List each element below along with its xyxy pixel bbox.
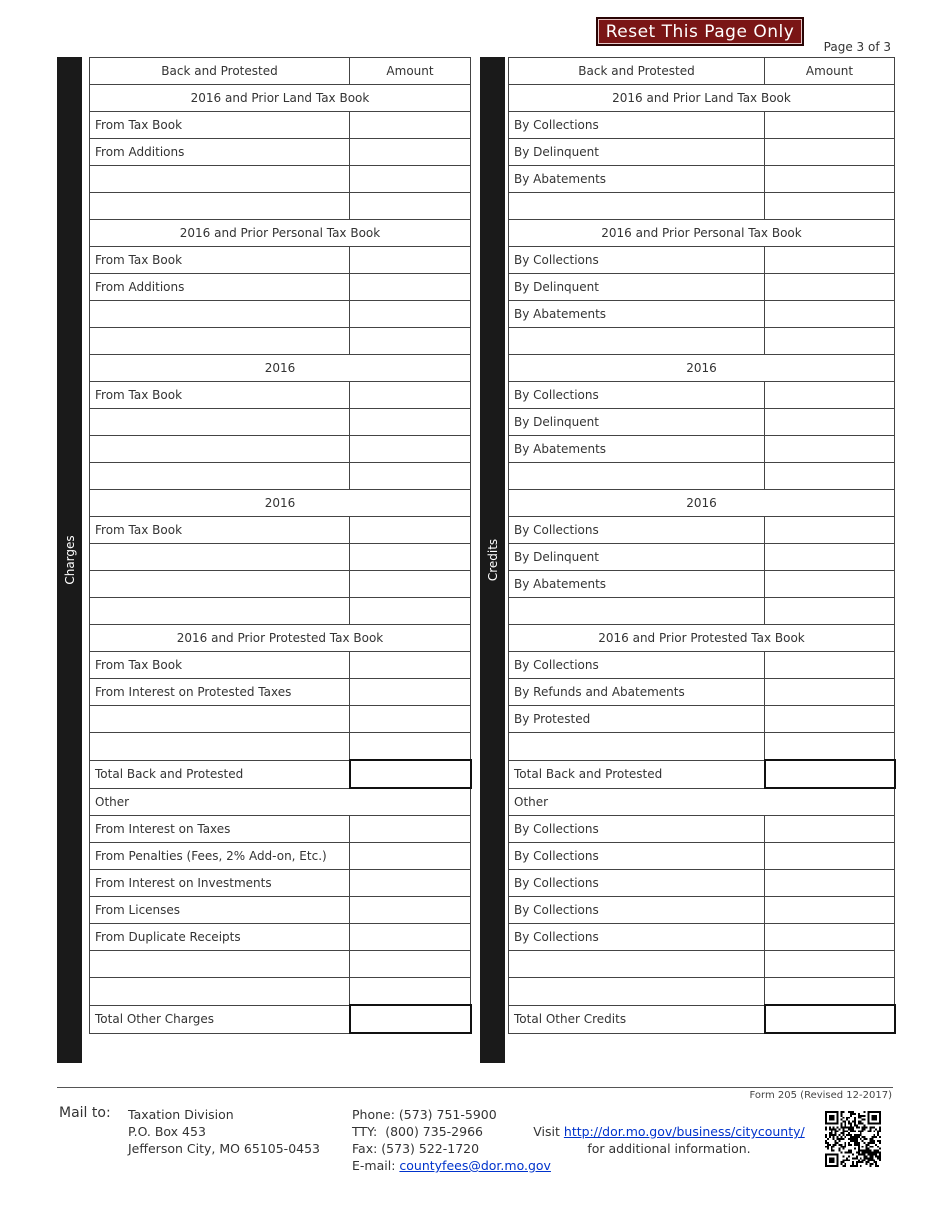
charges-row-row	[90, 679, 471, 706]
credits-row-row	[509, 463, 895, 490]
charges-row-row	[90, 166, 471, 193]
charges-total-row	[90, 1005, 471, 1033]
total-label: Total Other Charges	[90, 1005, 350, 1033]
amount-field[interactable]	[350, 706, 471, 733]
address-line: P.O. Box 453	[128, 1124, 206, 1139]
charges-row-row	[90, 897, 471, 924]
credits-row-row	[509, 679, 895, 706]
amount-field[interactable]	[350, 924, 471, 951]
total-amount-field[interactable]	[350, 1005, 471, 1033]
row-label: By Abatements	[509, 436, 765, 463]
row-label: By Collections	[509, 382, 765, 409]
credits-row-row	[509, 328, 895, 355]
amount-field[interactable]	[765, 517, 895, 544]
amount-field[interactable]	[765, 679, 895, 706]
charges-row-row	[90, 951, 471, 978]
row-label: By Collections	[509, 652, 765, 679]
total-label: Total Other Credits	[509, 1005, 765, 1033]
credits-header-amount: Amount	[765, 58, 895, 85]
fax-number: (573) 522-1720	[381, 1141, 480, 1156]
total-label: Total Back and Protested	[509, 760, 765, 788]
credits-row-row	[509, 166, 895, 193]
credits-row-row	[509, 436, 895, 463]
row-label: By Collections	[509, 897, 765, 924]
row-label: From Additions	[90, 274, 350, 301]
amount-field[interactable]	[765, 247, 895, 274]
credits-row-row	[509, 897, 895, 924]
row-label: By Delinquent	[509, 274, 765, 301]
amount-field[interactable]	[765, 193, 895, 220]
credits-row-row	[509, 517, 895, 544]
row-label	[90, 436, 350, 463]
phone-line	[352, 1106, 551, 1123]
row-label: By Collections	[509, 843, 765, 870]
row-label: By Collections	[509, 247, 765, 274]
credits-table	[508, 57, 896, 1034]
row-label: From Interest on Protested Taxes	[90, 679, 350, 706]
amount-field[interactable]	[765, 897, 895, 924]
row-label: By Delinquent	[509, 409, 765, 436]
credits-section-row	[509, 85, 895, 112]
amount-field[interactable]	[350, 301, 471, 328]
group-heading: Other	[90, 788, 471, 816]
row-label: From Interest on Taxes	[90, 816, 350, 843]
charges-row-row	[90, 409, 471, 436]
amount-field[interactable]	[350, 816, 471, 843]
row-label: From Tax Book	[90, 652, 350, 679]
amount-field[interactable]	[350, 652, 471, 679]
credits-row-row	[509, 544, 895, 571]
amount-field[interactable]	[350, 274, 471, 301]
row-label: By Collections	[509, 517, 765, 544]
credits-row-row	[509, 816, 895, 843]
charges-row-row	[90, 112, 471, 139]
form-identifier: Form 205 (Revised 12-2017)	[749, 1090, 892, 1101]
credits-row-row	[509, 139, 895, 166]
row-label: By Collections	[509, 816, 765, 843]
amount-field[interactable]	[765, 978, 895, 1006]
charges-row-row	[90, 436, 471, 463]
row-label: By Collections	[509, 112, 765, 139]
charges-row-row	[90, 328, 471, 355]
credits-total-row	[509, 760, 895, 788]
row-label	[90, 706, 350, 733]
amount-field[interactable]	[350, 382, 471, 409]
row-label	[509, 463, 765, 490]
credits-section-row	[509, 220, 895, 247]
credits-row-row	[509, 978, 895, 1006]
credits-row-row	[509, 409, 895, 436]
section-header: 2016	[509, 490, 895, 517]
row-label	[509, 193, 765, 220]
credits-total-row	[509, 1005, 895, 1033]
qr-code-icon	[825, 1111, 881, 1167]
row-label	[90, 978, 350, 1006]
amount-field[interactable]	[350, 733, 471, 761]
section-header: 2016 and Prior Protested Tax Book	[90, 625, 471, 652]
charges-row-row	[90, 463, 471, 490]
charges-section-row	[90, 220, 471, 247]
row-label: From Tax Book	[90, 112, 350, 139]
amount-field[interactable]	[765, 274, 895, 301]
row-label	[90, 193, 350, 220]
total-amount-field[interactable]	[765, 760, 895, 788]
amount-field[interactable]	[350, 328, 471, 355]
credits-section-row	[509, 625, 895, 652]
row-label	[90, 544, 350, 571]
charges-heading-row	[90, 788, 471, 816]
charges-row-row	[90, 139, 471, 166]
mailing-address	[128, 1106, 320, 1157]
charges-row-row	[90, 733, 471, 761]
row-label: By Delinquent	[509, 139, 765, 166]
amount-field[interactable]	[350, 112, 471, 139]
amount-field[interactable]	[765, 706, 895, 733]
charges-table	[89, 57, 472, 1034]
row-label: By Abatements	[509, 571, 765, 598]
credits-row-row	[509, 706, 895, 733]
amount-field[interactable]	[350, 544, 471, 571]
section-header: 2016 and Prior Personal Tax Book	[90, 220, 471, 247]
charges-row-row	[90, 382, 471, 409]
amount-field[interactable]	[765, 382, 895, 409]
amount-field[interactable]	[765, 166, 895, 193]
row-label: By Abatements	[509, 301, 765, 328]
charges-row-row	[90, 193, 471, 220]
credits-section-row	[509, 490, 895, 517]
charges-row-row	[90, 598, 471, 625]
address-line: Jefferson City, MO 65105-0453	[128, 1141, 321, 1156]
amount-field[interactable]	[350, 139, 471, 166]
row-label	[509, 598, 765, 625]
amount-field[interactable]	[350, 463, 471, 490]
amount-field[interactable]	[765, 951, 895, 978]
charges-row-row	[90, 924, 471, 951]
amount-field[interactable]	[350, 870, 471, 897]
charges-section-row	[90, 355, 471, 382]
amount-field[interactable]	[765, 870, 895, 897]
amount-field[interactable]	[765, 816, 895, 843]
group-heading: Other	[509, 788, 895, 816]
charges-row-row	[90, 978, 471, 1006]
row-label	[90, 571, 350, 598]
amount-field[interactable]	[350, 193, 471, 220]
charges-header-row	[90, 58, 471, 85]
email-label: E-mail:	[352, 1158, 396, 1173]
charges-header-description: Back and Protested	[90, 58, 350, 85]
row-label	[509, 328, 765, 355]
amount-field[interactable]	[765, 733, 895, 761]
amount-field[interactable]	[765, 924, 895, 951]
row-label: By Delinquent	[509, 544, 765, 571]
credits-header-row	[509, 58, 895, 85]
total-label: Total Back and Protested	[90, 760, 350, 788]
credits-row-row	[509, 951, 895, 978]
amount-field[interactable]	[765, 139, 895, 166]
row-label	[90, 166, 350, 193]
phone-label: Phone:	[352, 1107, 395, 1122]
amount-field[interactable]	[765, 112, 895, 139]
email-link[interactable]: countyfees@dor.mo.gov	[399, 1158, 551, 1173]
credits-row-row	[509, 733, 895, 761]
section-header: 2016 and Prior Land Tax Book	[509, 85, 895, 112]
credits-label: Credits	[485, 538, 500, 582]
amount-field[interactable]	[765, 544, 895, 571]
amount-field[interactable]	[765, 598, 895, 625]
footer-divider	[57, 1087, 893, 1088]
section-header: 2016	[509, 355, 895, 382]
section-header: 2016 and Prior Protested Tax Book	[509, 625, 895, 652]
row-label: By Abatements	[509, 166, 765, 193]
amount-field[interactable]	[350, 166, 471, 193]
row-label	[509, 733, 765, 761]
website-link[interactable]: http://dor.mo.gov/business/citycounty/	[563, 1124, 805, 1139]
section-header: 2016	[90, 490, 471, 517]
tty-label: TTY:	[352, 1124, 378, 1139]
amount-field[interactable]	[765, 436, 895, 463]
charges-row-row	[90, 544, 471, 571]
row-label	[90, 598, 350, 625]
charges-row-row	[90, 870, 471, 897]
charges-label: Charges	[62, 535, 77, 585]
credits-row-row	[509, 301, 895, 328]
row-label: From Tax Book	[90, 247, 350, 274]
credits-row-row	[509, 382, 895, 409]
email-line	[352, 1157, 551, 1174]
credits-row-row	[509, 193, 895, 220]
amount-field[interactable]	[765, 571, 895, 598]
mail-to-label: Mail to:	[59, 1105, 111, 1121]
row-label: From Interest on Investments	[90, 870, 350, 897]
charges-row-row	[90, 706, 471, 733]
amount-field[interactable]	[350, 598, 471, 625]
amount-field[interactable]	[350, 571, 471, 598]
tty-number: (800) 735-2966	[385, 1124, 483, 1139]
charges-total-row	[90, 760, 471, 788]
row-label	[509, 951, 765, 978]
address-line: Taxation Division	[128, 1107, 234, 1122]
credits-heading-row	[509, 788, 895, 816]
row-label	[90, 301, 350, 328]
charges-row-row	[90, 843, 471, 870]
charges-row-row	[90, 274, 471, 301]
credits-row-row	[509, 274, 895, 301]
credits-row-row	[509, 870, 895, 897]
phone-number: (573) 751-5900	[398, 1107, 497, 1122]
charges-row-row	[90, 816, 471, 843]
amount-field[interactable]	[350, 517, 471, 544]
credits-row-row	[509, 571, 895, 598]
row-label	[90, 733, 350, 761]
charges-row-row	[90, 517, 471, 544]
row-label	[90, 328, 350, 355]
credits-row-row	[509, 598, 895, 625]
row-label: By Protested	[509, 706, 765, 733]
credits-row-row	[509, 652, 895, 679]
charges-section-row	[90, 625, 471, 652]
row-label: From Additions	[90, 139, 350, 166]
charges-header-amount: Amount	[350, 58, 471, 85]
total-amount-field[interactable]	[765, 1005, 895, 1033]
amount-field[interactable]	[350, 409, 471, 436]
charges-row-row	[90, 652, 471, 679]
page-number: Page 3 of 3	[823, 40, 891, 54]
section-header: 2016 and Prior Personal Tax Book	[509, 220, 895, 247]
visit-suffix: for additional information.	[587, 1141, 751, 1156]
reset-page-button[interactable]: Reset This Page Only	[596, 17, 804, 46]
row-label: By Refunds and Abatements	[509, 679, 765, 706]
amount-field[interactable]	[765, 652, 895, 679]
row-label	[90, 463, 350, 490]
row-label: From Licenses	[90, 897, 350, 924]
section-header: 2016	[90, 355, 471, 382]
charges-row-row	[90, 247, 471, 274]
row-label	[90, 951, 350, 978]
row-label: From Duplicate Receipts	[90, 924, 350, 951]
amount-field[interactable]	[765, 328, 895, 355]
amount-field[interactable]	[350, 679, 471, 706]
amount-field[interactable]	[350, 843, 471, 870]
fax-label: Fax:	[352, 1141, 378, 1156]
amount-field[interactable]	[350, 436, 471, 463]
credits-row-row	[509, 112, 895, 139]
amount-field[interactable]	[350, 247, 471, 274]
credits-row-row	[509, 247, 895, 274]
credits-row-row	[509, 924, 895, 951]
credits-row-row	[509, 843, 895, 870]
charges-row-row	[90, 571, 471, 598]
amount-field[interactable]	[765, 409, 895, 436]
charges-section-row	[90, 490, 471, 517]
credits-header-description: Back and Protested	[509, 58, 765, 85]
row-label: From Penalties (Fees, 2% Add-on, Etc.)	[90, 843, 350, 870]
visit-info	[513, 1123, 825, 1157]
row-label: By Collections	[509, 924, 765, 951]
charges-sidebar	[57, 57, 82, 1063]
row-label: By Collections	[509, 870, 765, 897]
charges-section-row	[90, 85, 471, 112]
charges-row-row	[90, 301, 471, 328]
amount-field[interactable]	[765, 843, 895, 870]
total-amount-field[interactable]	[350, 760, 471, 788]
credits-section-row	[509, 355, 895, 382]
amount-field[interactable]	[350, 951, 471, 978]
visit-prefix: Visit	[533, 1124, 560, 1139]
section-header: 2016 and Prior Land Tax Book	[90, 85, 471, 112]
row-label	[90, 409, 350, 436]
amount-field[interactable]	[350, 978, 471, 1006]
row-label: From Tax Book	[90, 517, 350, 544]
credits-sidebar	[480, 57, 505, 1063]
row-label: From Tax Book	[90, 382, 350, 409]
amount-field[interactable]	[350, 897, 471, 924]
amount-field[interactable]	[765, 301, 895, 328]
amount-field[interactable]	[765, 463, 895, 490]
row-label	[509, 978, 765, 1006]
